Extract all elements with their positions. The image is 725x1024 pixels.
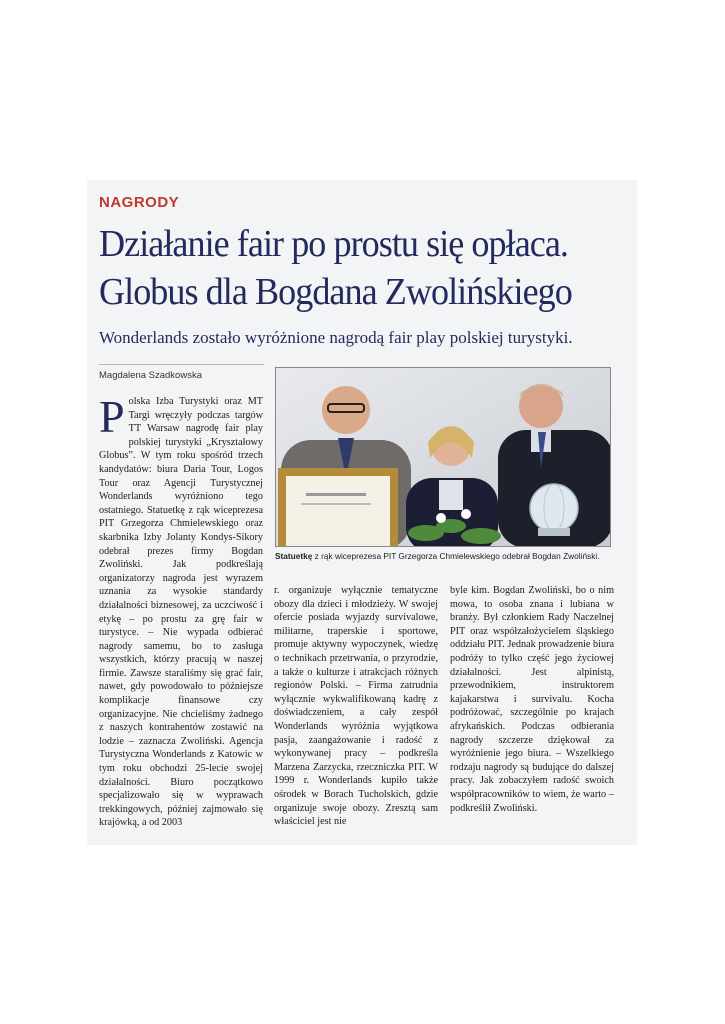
headline-line-1: Działanie fair po prostu się opłaca.	[99, 223, 569, 265]
body-column-2: r. organizuje wyłącznie tematyczne obozy dla dzieci i młodzieży. W swojej ofercie posiada wyjazdy survivalowe, militarne, traperskie i sportowe, promuje aktywny wypoczynek, wiedzę o technikach przetrwania, o przyrodzie, a także o kulturze i atrakcjach różnych regionów Polski. – Firma zatrudnia wyłącznie wykwalifikowaną kadrę z doświadczeniem, a cały zespół Wonderlands wyróżnia wyjątkowa pasja, zaangażowanie i radość z wykonywanej pracy – podkreśla Marzena Zarzycka, rzeczniczka PIT. W 1999 r. Wonderlands kupiło także ośrodek w Borach Tucholskich, gdzie organizuje swoje obozy. Zresztą sam właściciel jest nie	[274, 585, 438, 828]
caption-lead: Statuetkę	[275, 551, 313, 561]
body-column-3: byle kim. Bogdan Zwoliński, bo o nim mowa, to osoba znana i lubiana w branży. Był członkiem Rady Naczelnej PIT oraz współzałożycielem śląskiego oddziału PIT. Jednak prowadzenie biura podróży to tylko część jego życiowej działalności. Jest alpinistą, przewodnikiem, instruktorem kajakarstwa i survivalu. Kocha podróżować, szczególnie po krajach afrykańskich. Podczas odbierania nagrody szczerze dziękował za wyróżnienie jego biura. – Wszelkiego rodzaju nagrody są budujące do dalszej pracy. Jak zobaczyłem radość swoich współpracowników to wiem, że warto – podkreślił Zwoliński.	[450, 585, 614, 814]
body-column-1-text: olska Izba Turystyki oraz MT Targi wręczyły podczas targów TT Warsaw nagrodę fair play polskiej turystyki „Kryształowy Globus”. W tym roku spośród trzech kandydatów: biura Daria Tour, Logos Tour oraz Agencji Turystycznej Wonderlands wyróżniono tego ostatniego. Statuetkę z rąk wiceprezesa PIT Grzegorza Chmielewskiego oraz skarbnika Izby Jolanty Kondys-Sikory odebrał prezes firmy Bogdan Zwoliński. Jak podkreślają organizatorzy nagroda jest wyrazem uznania za wysokie standardy działalności biznesowej, za uczciwość i etykę – po prostu za grę fair w turystyce. – Nie wypada odbierać nagrody samemu, bo to zasługa wszystkich, którzy pracują w naszej firmie. Zawsze staraliśmy się grać fair, nawet, gdy powodowało to późniejsze komplikacje finansowe czy organizacyjne. Nie chcieliśmy żadnego z naszych kontrahentów zostawić na lodzie – zaznacza Zwoliński. Agencja Turystyczna Wonderlands z Katowic w tym roku obchodzi 25-lecie swojej działalności. Biuro początkowo specjalizowało się w wyprawach trekkingowych, później zajmowało się krajówką, a od 2003	[99, 396, 263, 829]
section-label: NAGRODY	[99, 194, 180, 211]
award-photo	[275, 367, 611, 547]
newspaper-clipping	[87, 180, 637, 845]
article-author: Magdalena Szadkowska	[99, 370, 202, 381]
drop-cap: P	[99, 391, 125, 442]
caption-text: z rąk wiceprezesa PIT Grzegorza Chmielewskiego odebrał Bogdan Zwoliński.	[312, 551, 600, 561]
photo-caption	[275, 551, 615, 561]
article-subtitle: Wonderlands zostało wyróżnione nagrodą fair play polskiej turystyki.	[99, 328, 573, 347]
headline-line-2: Globus dla Bogdana Zwolińskiego	[99, 271, 572, 313]
article-headline	[99, 220, 603, 316]
author-divider	[99, 364, 264, 365]
body-column-1	[99, 391, 263, 830]
award-photo-image	[276, 368, 610, 546]
